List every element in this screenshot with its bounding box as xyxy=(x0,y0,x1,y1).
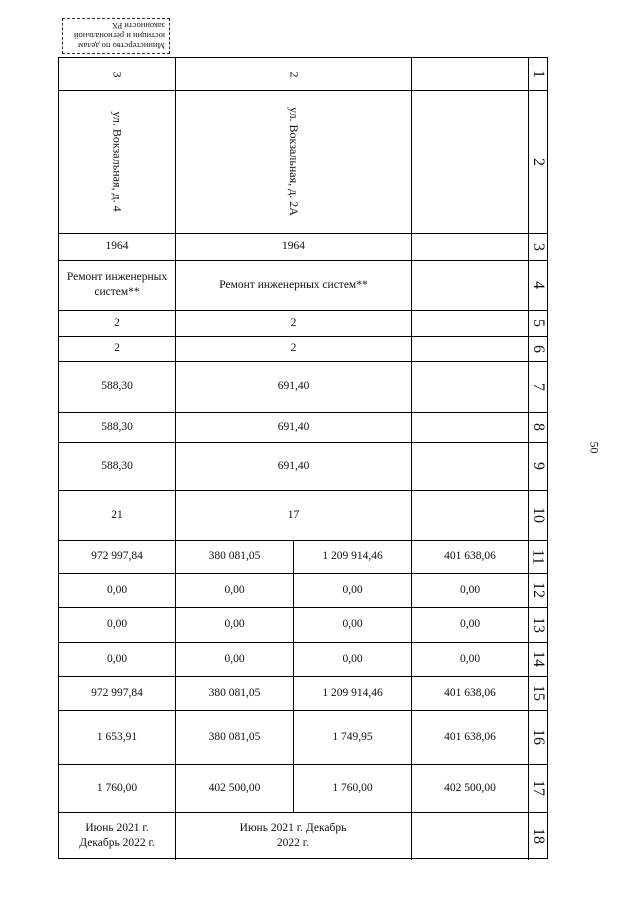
row-number: 17 xyxy=(530,780,547,796)
stamp-line: юстиции и региональной xyxy=(73,31,165,41)
table-cell: 1 760,00 xyxy=(332,781,373,794)
table-cell: 380 081,05 xyxy=(208,550,261,562)
row-number: 9 xyxy=(530,462,547,470)
row-number: 15 xyxy=(530,685,547,701)
row-number: 3 xyxy=(530,242,547,251)
table-cell: 402 500,00 xyxy=(444,781,496,794)
row-number: 4 xyxy=(530,281,547,289)
row-number: 16 xyxy=(530,729,547,745)
table-cell: 0,00 xyxy=(224,652,245,665)
stamp-line: законности РХ xyxy=(111,21,165,31)
table-cell: 401 638,06 xyxy=(444,730,496,743)
table-cell: 0,00 xyxy=(106,583,128,596)
table-cell: 0,00 xyxy=(459,652,481,665)
table-cell: 0,00 xyxy=(342,652,363,665)
table-cell: Июнь 2021 г. Декабрь 2022 г. xyxy=(239,822,347,849)
table-cell: 0,00 xyxy=(342,583,363,596)
registration-stamp xyxy=(62,18,170,54)
table-cell: Ремонт инженерных систем** xyxy=(66,271,168,298)
table-cell: 2 xyxy=(290,316,297,329)
table-cell: 21 xyxy=(111,508,123,521)
table-cell: 1 209 914,46 xyxy=(322,550,383,562)
table-cell: 2 xyxy=(114,342,120,354)
table-cell: 691,40 xyxy=(277,459,310,472)
row-number: 14 xyxy=(530,651,547,667)
table-cell: 17 xyxy=(287,508,300,521)
table-cell: 1 760,00 xyxy=(96,781,138,794)
table-cell: Июнь 2021 г. Декабрь 2022 г. xyxy=(79,822,155,849)
table-cell: 588,30 xyxy=(101,459,133,472)
table-cell: 0,00 xyxy=(106,618,128,630)
table-cell: 1 749,95 xyxy=(332,730,373,743)
table-cell: 588,30 xyxy=(101,420,133,433)
table-cell: 1964 xyxy=(282,240,305,252)
row-number: 8 xyxy=(530,423,547,431)
table-cell: 2 xyxy=(114,316,120,329)
row-number: 5 xyxy=(530,319,547,327)
table-cell: 972 997,84 xyxy=(91,550,143,562)
row-number: 10 xyxy=(530,507,547,523)
table-cell: 380 081,05 xyxy=(208,686,261,699)
row-number: 1 xyxy=(530,70,547,78)
row-number: 2 xyxy=(530,157,547,166)
page-number: 50 xyxy=(587,441,602,454)
table-cell: Ремонт инженерных систем** xyxy=(219,278,368,291)
row-number: 18 xyxy=(530,828,547,844)
table-cell: 691,40 xyxy=(277,380,310,392)
address-cell: ул. Вокзальная, д. 4 xyxy=(110,111,125,212)
row-number: 6 xyxy=(530,344,547,353)
row-number: 7 xyxy=(530,382,547,391)
table-cell: 401 638,06 xyxy=(444,686,496,699)
table-cell: 0,00 xyxy=(459,583,481,596)
table-cell: 402 500,00 xyxy=(208,781,261,794)
table-cell: 0,00 xyxy=(224,618,245,630)
table-cell: 1 209 914,46 xyxy=(322,686,383,699)
table-cell: 0,00 xyxy=(106,652,128,665)
table-cell: 2 xyxy=(290,342,297,354)
table-cell: 380 081,05 xyxy=(208,730,261,743)
table-cell: 972 997,84 xyxy=(91,686,143,699)
table-cell: 401 638,06 xyxy=(444,550,496,562)
address-cell: ул. Вокзальная, д. 2А xyxy=(287,107,301,216)
row-number: 12 xyxy=(530,582,547,598)
table-cell: 0,00 xyxy=(224,583,245,596)
table-cell: 1 653,91 xyxy=(96,730,138,743)
data-table xyxy=(58,57,548,859)
header-col-2: 2 xyxy=(287,71,301,77)
table-cell: 0,00 xyxy=(342,618,363,630)
table-cell: 588,30 xyxy=(101,380,133,392)
table-cell: 691,40 xyxy=(277,420,310,433)
table-cell: 1964 xyxy=(105,240,129,252)
row-number: 11 xyxy=(530,548,547,565)
header-col-3: 3 xyxy=(110,71,125,77)
row-number: 13 xyxy=(530,616,547,633)
table-cell: 0,00 xyxy=(459,618,481,630)
stamp-line: Министерство по делам xyxy=(78,41,165,51)
